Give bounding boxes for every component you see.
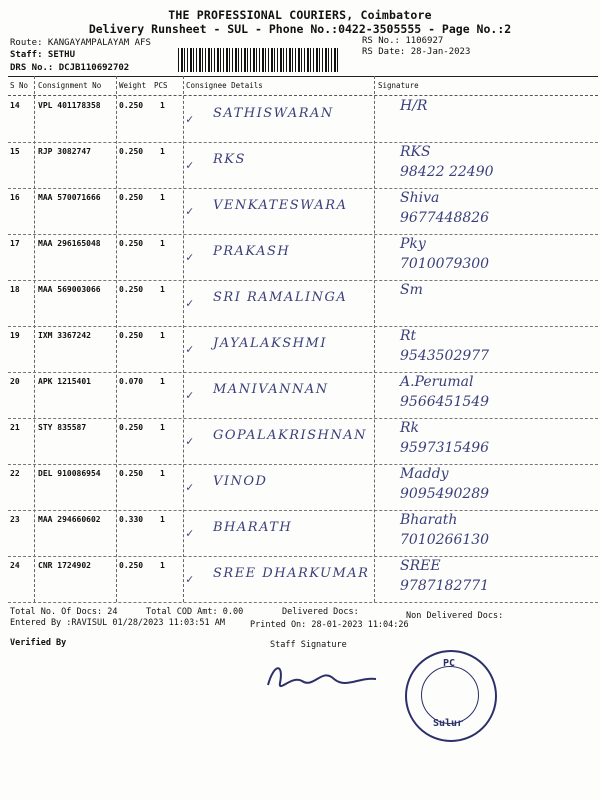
- table-row: [8, 326, 598, 373]
- verified-by: Verified By: [10, 638, 67, 648]
- col-pcs: PCS: [154, 81, 168, 90]
- row-signature: RKS: [400, 144, 431, 160]
- row-sno: 19: [10, 331, 20, 340]
- table-row: [8, 280, 598, 327]
- check-mark-icon: ✓: [186, 112, 194, 126]
- table-row: [8, 372, 598, 419]
- row-consignment-no: RJP 3082747: [38, 147, 91, 156]
- row-consignment-no: CNR 1724902: [38, 561, 91, 570]
- row-phone: 7010079300: [400, 256, 490, 272]
- row-consignee: VENKATESWARA: [213, 198, 348, 213]
- row-pcs: 1: [160, 101, 165, 110]
- row-sno: 23: [10, 515, 20, 524]
- row-phone: 9566451549: [400, 394, 490, 410]
- row-weight: 0.330: [119, 515, 144, 524]
- row-signature: Rt: [400, 328, 417, 344]
- row-consignment-no: MAA 296165048: [38, 239, 101, 248]
- row-phone: 9597315496: [400, 440, 490, 456]
- row-signature: Bharath: [400, 512, 458, 528]
- row-signature: Rk: [400, 420, 420, 436]
- row-consignee: MANIVANNAN: [213, 382, 329, 397]
- row-sno: 20: [10, 377, 20, 386]
- stamp-inner-ring: [421, 666, 479, 724]
- row-pcs: 1: [160, 239, 165, 248]
- runsheet-title: Delivery Runsheet - SUL - Phone No.:0422-3505555 - Page No.:2: [88, 22, 512, 36]
- check-mark-icon: ✓: [186, 388, 194, 402]
- total-docs: Total No. Of Docs: 24: [10, 607, 118, 617]
- check-mark-icon: ✓: [186, 480, 194, 494]
- row-consignment-no: IXM 3367242: [38, 331, 91, 340]
- row-weight: 0.250: [119, 193, 144, 202]
- row-weight: 0.250: [119, 423, 144, 432]
- table-row: [8, 418, 598, 465]
- row-consignment-no: MAA 569003066: [38, 285, 101, 294]
- row-sno: 18: [10, 285, 20, 294]
- row-pcs: 1: [160, 423, 165, 432]
- row-consignment-no: APK 1215401: [38, 377, 91, 386]
- rs-date: RS Date: 28-Jan-2023: [362, 47, 471, 57]
- row-sno: 24: [10, 561, 20, 570]
- row-consignee: SATHISWARAN: [213, 106, 334, 121]
- row-weight: 0.250: [119, 561, 144, 570]
- drs-number: DRS No.: DCJB110692702: [10, 63, 130, 73]
- staff-signature-scribble: [262, 655, 382, 700]
- row-sno: 21: [10, 423, 20, 432]
- row-signature: SREE: [400, 558, 441, 574]
- row-pcs: 1: [160, 285, 165, 294]
- table-row: [8, 96, 598, 143]
- row-weight: 0.250: [119, 469, 144, 478]
- row-sno: 22: [10, 469, 20, 478]
- row-signature: H/R: [400, 98, 428, 114]
- row-phone: 9095490289: [400, 486, 490, 502]
- row-pcs: 1: [160, 515, 165, 524]
- row-weight: 0.070: [119, 377, 144, 386]
- company-title: THE PROFESSIONAL COURIERS, Coimbatore: [168, 8, 432, 22]
- row-signature: Pky: [400, 236, 426, 252]
- row-pcs: 1: [160, 331, 165, 340]
- row-sno: 16: [10, 193, 20, 202]
- row-consignee: JAYALAKSHMI: [213, 336, 327, 351]
- printed-on: Printed On: 28-01-2023 11:04:26: [250, 620, 409, 630]
- row-consignee: RKS: [213, 152, 246, 167]
- row-weight: 0.250: [119, 285, 144, 294]
- row-pcs: 1: [160, 193, 165, 202]
- staff-label: Staff: SETHU: [10, 50, 76, 60]
- route-label: Route: KANGAYAMPALAYAM AFS: [10, 38, 151, 48]
- row-consignee: SREE DHARKUMAR: [213, 566, 370, 581]
- col-weight: Weight: [119, 81, 147, 90]
- stamp-text-sulur: Sulur: [433, 718, 464, 729]
- row-consignment-no: DEL 910086954: [38, 469, 101, 478]
- row-phone: 9543502977: [400, 348, 490, 364]
- row-weight: 0.250: [119, 101, 144, 110]
- row-phone: 7010266130: [400, 532, 490, 548]
- row-phone: 9677448826: [400, 210, 490, 226]
- table-row: [8, 510, 598, 557]
- check-mark-icon: ✓: [186, 158, 194, 172]
- row-consignment-no: MAA 294660602: [38, 515, 101, 524]
- row-signature: Sm: [400, 282, 423, 298]
- row-weight: 0.250: [119, 239, 144, 248]
- table-row: [8, 556, 598, 603]
- check-mark-icon: ✓: [186, 204, 194, 218]
- row-pcs: 1: [160, 469, 165, 478]
- row-sno: 15: [10, 147, 20, 156]
- staff-signature-label: Staff Signature: [270, 640, 347, 650]
- table-row: [8, 234, 598, 281]
- row-pcs: 1: [160, 377, 165, 386]
- table-row: [8, 188, 598, 235]
- barcode: [178, 48, 340, 72]
- row-consignment-no: VPL 401178358: [38, 101, 101, 110]
- table-row: [8, 464, 598, 511]
- delivered-docs: Delivered Docs:: [282, 607, 359, 617]
- col-consignment: Consignment No: [38, 81, 102, 90]
- col-sno: S No: [10, 81, 29, 90]
- total-cod: Total COD Amt: 0.00: [146, 607, 244, 617]
- row-signature: A.Perumal: [400, 374, 474, 390]
- row-weight: 0.250: [119, 331, 144, 340]
- company-stamp: [405, 650, 497, 742]
- row-consignee: VINOD: [213, 474, 268, 489]
- table-row: [8, 142, 598, 189]
- row-consignee: PRAKASH: [213, 244, 291, 259]
- rs-number: RS No.: 1106927: [362, 36, 444, 46]
- row-consignment-no: STY 835587: [38, 423, 87, 432]
- check-mark-icon: ✓: [186, 572, 194, 586]
- row-signature: Shiva: [400, 190, 440, 206]
- stamp-text: PC: [443, 658, 456, 669]
- row-consignee: BHARATH: [213, 520, 293, 535]
- row-sno: 17: [10, 239, 20, 248]
- col-consignee: Consignee Details: [186, 81, 263, 90]
- row-weight: 0.250: [119, 147, 144, 156]
- table-header: [8, 76, 598, 96]
- row-consignee: SRI RAMALINGA: [213, 290, 348, 305]
- row-consignment-no: MAA 570071666: [38, 193, 101, 202]
- check-mark-icon: ✓: [186, 434, 194, 448]
- row-signature: Maddy: [400, 466, 449, 482]
- check-mark-icon: ✓: [186, 296, 194, 310]
- row-pcs: 1: [160, 561, 165, 570]
- check-mark-icon: ✓: [186, 526, 194, 540]
- non-delivered-docs: Non Delivered Docs:: [406, 611, 504, 621]
- row-pcs: 1: [160, 147, 165, 156]
- row-consignee: GOPALAKRISHNAN: [213, 428, 368, 443]
- check-mark-icon: ✓: [186, 250, 194, 264]
- row-phone: 98422 22490: [400, 164, 494, 180]
- entered-by: Entered By :RAVISUL 01/28/2023 11:03:51 AM: [10, 618, 225, 628]
- col-signature: Signature: [378, 81, 419, 90]
- row-sno: 14: [10, 101, 20, 110]
- check-mark-icon: ✓: [186, 342, 194, 356]
- row-phone: 9787182771: [400, 578, 490, 594]
